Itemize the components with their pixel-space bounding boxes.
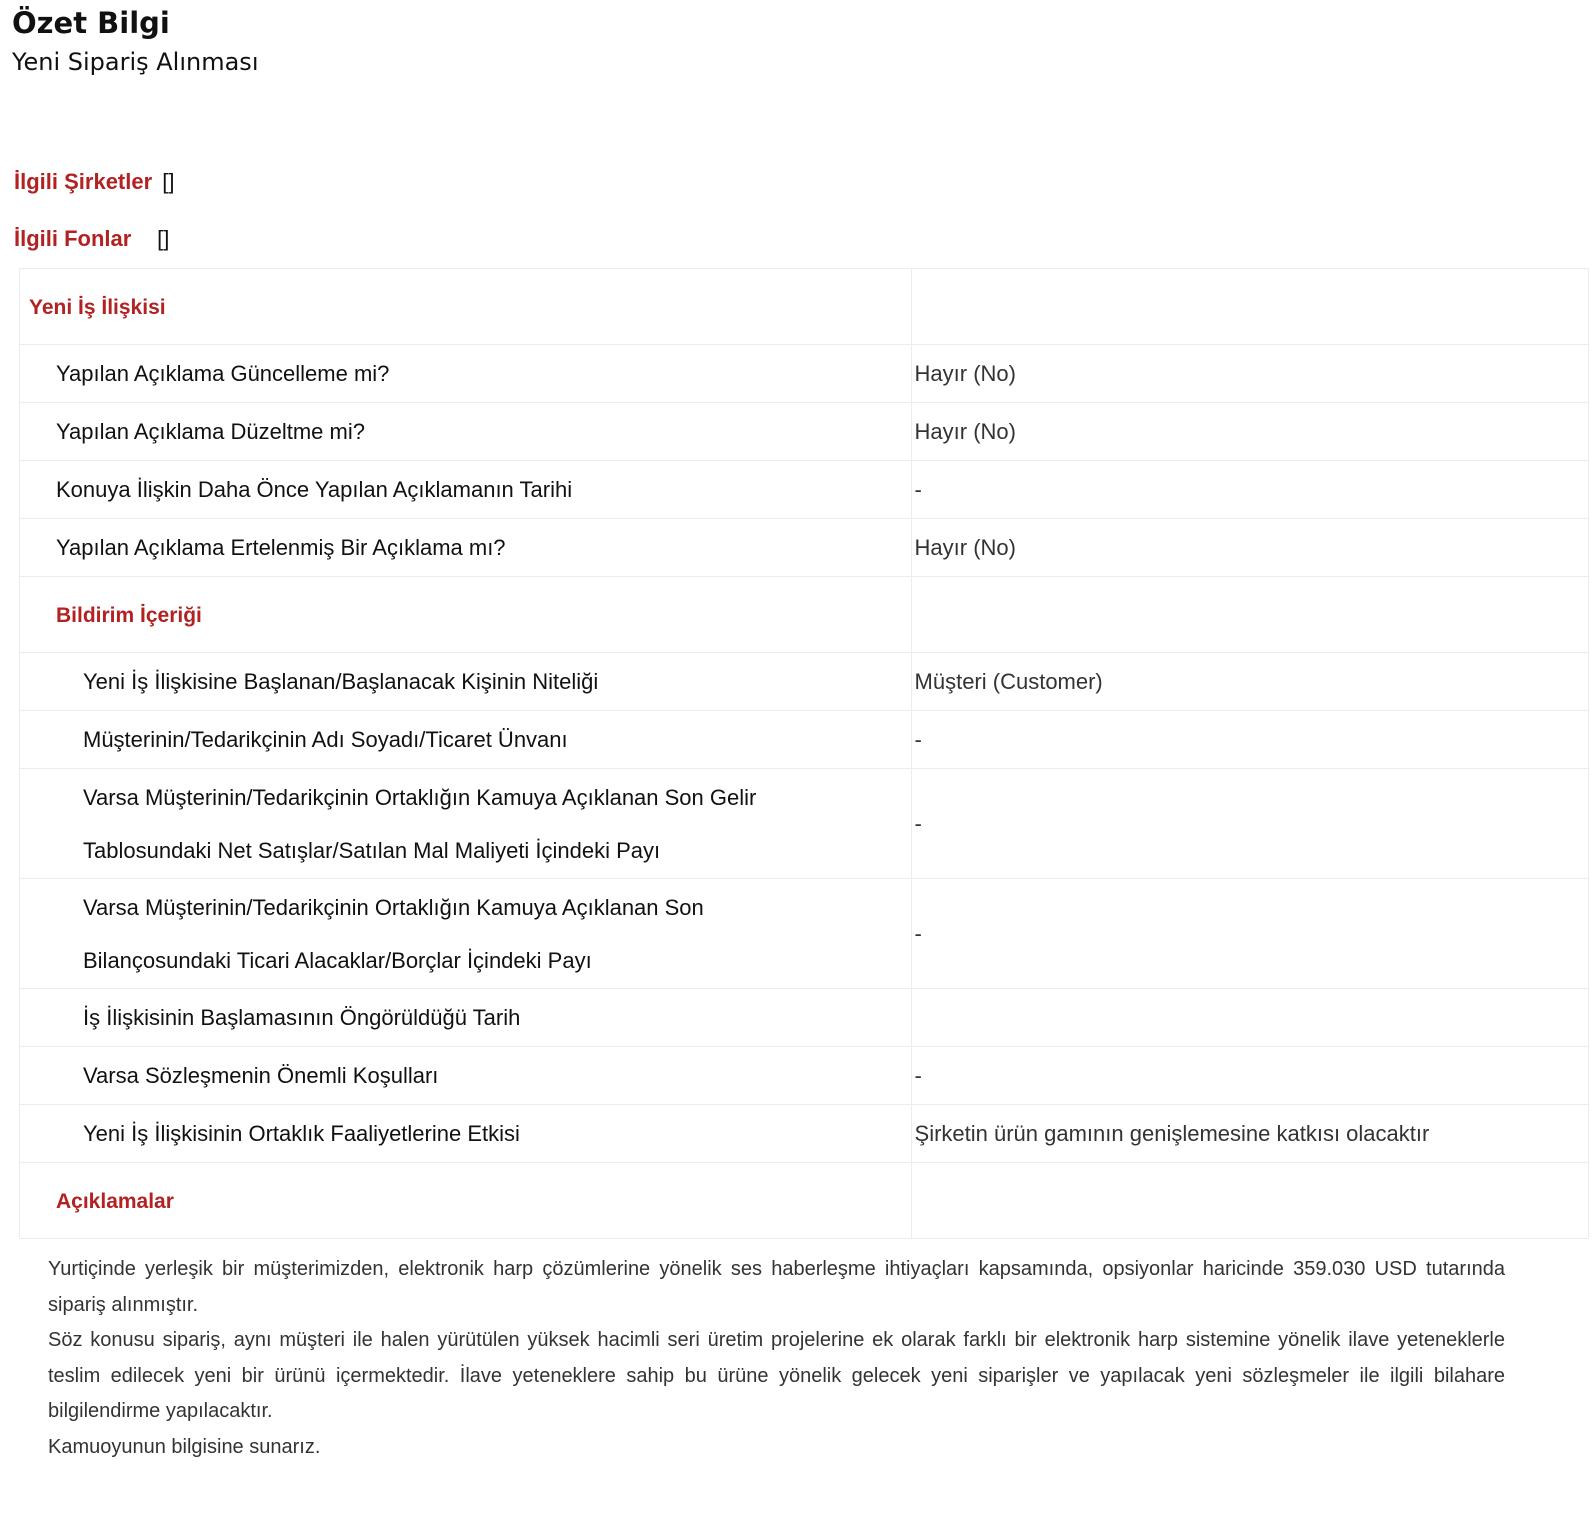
related-funds-row	[14, 225, 169, 253]
question-deferred-value: Hayır (No)	[911, 519, 1588, 577]
field-text-line: Tablosundaki Net Satışlar/Satılan Mal Maliyeti İçindeki Payı	[83, 837, 661, 863]
table-row	[20, 403, 1589, 461]
related-funds-value: []	[157, 226, 170, 251]
table-row	[20, 989, 1589, 1047]
table-row	[20, 345, 1589, 403]
section-heading-notes	[20, 1163, 912, 1239]
table-row	[20, 577, 1589, 653]
content-balance-share-label	[20, 879, 912, 989]
question-update-label	[20, 345, 912, 403]
field-text: Müşterinin/Tedarikçinin Adı Soyadı/Ticaret Ünvanı	[83, 726, 568, 752]
related-companies-row	[14, 168, 175, 196]
content-start-date-value	[911, 989, 1588, 1047]
question-previous-date-value: -	[911, 461, 1588, 519]
table-row	[20, 519, 1589, 577]
field-text-line: Varsa Müşterinin/Tedarikçinin Ortaklığın Kamuya Açıklanan Son Gelir	[83, 784, 757, 810]
field-text-line: Bilançosundaki Ticari Alacaklar/Borçlar İçindeki Payı	[83, 947, 592, 973]
content-party-name-label	[20, 711, 912, 769]
table-row	[20, 769, 1589, 879]
disclosure-table	[19, 268, 1589, 1239]
table-row	[20, 1047, 1589, 1105]
question-correction-value: Hayır (No)	[911, 403, 1588, 461]
page-subtitle: Yeni Sipariş Alınması	[12, 48, 259, 76]
content-income-share-value: -	[911, 769, 1588, 879]
question-correction-label	[20, 403, 912, 461]
field-text: Varsa Sözleşmenin Önemli Koşulları	[83, 1062, 439, 1088]
content-party-type-label	[20, 653, 912, 711]
section-heading-notification-content	[20, 577, 912, 653]
question-text: Yapılan Açıklama Düzeltme mi?	[56, 418, 365, 444]
table-row	[20, 1105, 1589, 1163]
table-cell-empty	[911, 1163, 1588, 1239]
table-cell-empty	[911, 577, 1588, 653]
table-row	[20, 1163, 1589, 1239]
explanation-text	[48, 1252, 1505, 1465]
question-text: Konuya İlişkin Daha Önce Yapılan Açıklamanın Tarihi	[56, 476, 573, 502]
question-text: Yapılan Açıklama Ertelenmiş Bir Açıklama mı?	[56, 534, 506, 560]
section-heading-new-business	[20, 269, 912, 345]
related-companies-value: []	[162, 169, 175, 194]
table-row	[20, 269, 1589, 345]
field-text: Yeni İş İlişkisine Başlanan/Başlanacak Kişinin Niteliği	[83, 668, 599, 694]
content-party-type-value: Müşteri (Customer)	[911, 653, 1588, 711]
table-row	[20, 711, 1589, 769]
question-deferred-label	[20, 519, 912, 577]
section-heading-text: Yeni İş İlişkisi	[29, 295, 166, 319]
question-previous-date-label	[20, 461, 912, 519]
table-row	[20, 879, 1589, 989]
related-companies-label: İlgili Şirketler	[14, 169, 153, 194]
table-cell-empty	[911, 269, 1588, 345]
explanation-paragraph: Yurtiçinde yerleşik bir müşterimizden, elektronik harp çözümlerine yönelik ses haberleşme ihtiyaçları kapsamında, opsiyonlar haricinde 359.030 USD tutarında sipariş alınmıştır.	[48, 1258, 1505, 1316]
field-text-line: Varsa Müşterinin/Tedarikçinin Ortaklığın Kamuya Açıklanan Son	[83, 894, 704, 920]
section-heading-text: Açıklamalar	[56, 1189, 174, 1213]
content-contract-terms-label	[20, 1047, 912, 1105]
content-start-date-label	[20, 989, 912, 1047]
table-row	[20, 461, 1589, 519]
related-funds-label: İlgili Fonlar	[14, 226, 132, 251]
question-update-value: Hayır (No)	[911, 345, 1588, 403]
section-heading-text: Bildirim İçeriği	[56, 603, 202, 627]
content-impact-value: Şirketin ürün gamının genişlemesine katkısı olacaktır	[911, 1105, 1588, 1163]
content-party-name-value: -	[911, 711, 1588, 769]
table-row	[20, 653, 1589, 711]
content-impact-label	[20, 1105, 912, 1163]
explanation-paragraph: Kamuoyunun bilgisine sunarız.	[48, 1435, 321, 1458]
content-contract-terms-value: -	[911, 1047, 1588, 1105]
page-title: Özet Bilgi	[12, 6, 170, 40]
question-text: Yapılan Açıklama Güncelleme mi?	[56, 360, 390, 386]
content-income-share-label	[20, 769, 912, 879]
explanation-paragraph: Söz konusu sipariş, aynı müşteri ile halen yürütülen yüksek hacimli seri üretim projelerine ek olarak farklı bir elektronik harp sistemine yönelik ilave yeteneklerle teslim edilecek yeni bir ürünü içermektedir. İlave yeteneklere sahip bu ürüne yönelik gelecek yeni siparişler ve yapılacak yeni sözleşmeler ile ilgili bilahare bilgilendirme yapılacaktır.	[48, 1329, 1505, 1422]
field-text: İş İlişkisinin Başlamasının Öngörüldüğü Tarih	[83, 1004, 521, 1030]
field-text: Yeni İş İlişkisinin Ortaklık Faaliyetlerine Etkisi	[83, 1120, 520, 1146]
content-balance-share-value: -	[911, 879, 1588, 989]
